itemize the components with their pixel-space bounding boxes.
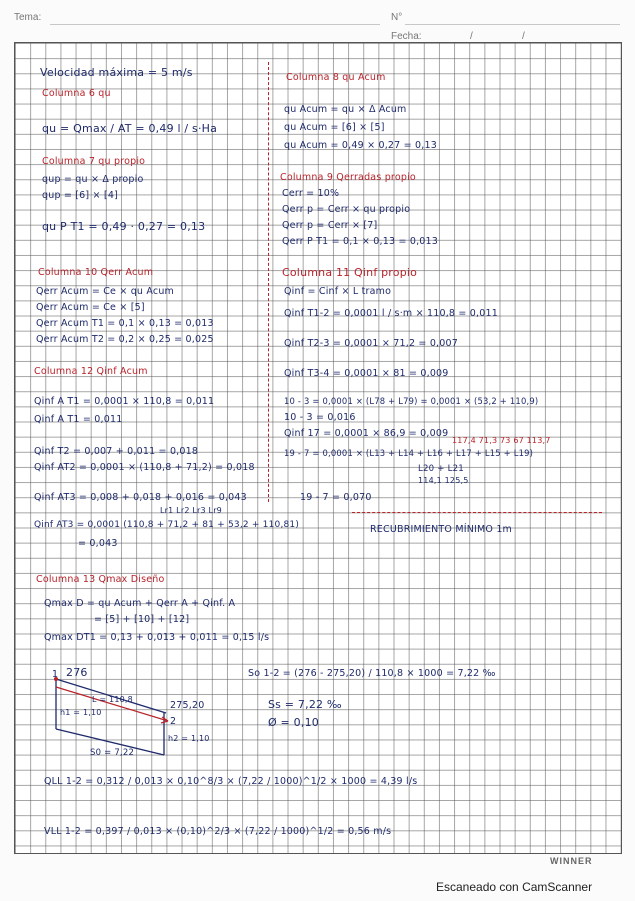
tramo-line-5: 19 - 7 = 0,070 [300,492,372,503]
qinfp-line-3: Qinf T2-3 = 0,0001 × 71,2 = 0,007 [284,338,459,349]
length-label: L = 110,8 [92,695,133,704]
velocidad-maxima: Velocidad máxima = 5 m/s [40,66,193,79]
node-2-label: 2 [170,716,177,727]
qmaxd-line-3: Qmax DT1 = 0,13 + 0,013 + 0,011 = 0,15 l/s [44,632,270,643]
h1-label: h1 = 1,10 [60,708,102,717]
qerr-line-3: Qerr Acum T1 = 0,1 × 0,13 = 0,013 [36,318,214,329]
fecha-separator-2: / [522,31,525,42]
qinf-line-7: = 0,043 [78,538,118,549]
slope-label: S0 = 7,22 [90,748,135,758]
qerr-p-line-2: Qerr p = Cerr × [7] [282,220,378,231]
cerr-line: Cerr = 10% [282,188,340,199]
ss-equation: Ss = 7,22 ‰ [268,698,342,711]
qmaxd-line-1: Qmax D = qu Acum + Qerr A + Qinf. A [44,598,236,609]
col9-title: Columna 9 Qerradas propio [280,172,416,183]
qinf-line-6-labels: Lr1 Lr2 Lr3 Lr9 [160,506,222,515]
qinfp-line-4: Qinf T3-4 = 0,0001 × 81 = 0,009 [284,368,449,379]
numero-label: N° [391,12,403,23]
fecha-label: Fecha: [391,31,422,42]
brand-label: WINNER [550,856,593,866]
qinf-line-5: Qinf AT3 = 0,008 + 0,018 + 0,016 = 0,043 [34,492,247,503]
tema-line [50,24,380,25]
col6-title: Columna 6 qu [42,88,111,99]
col7-title: Columna 7 qu propio [42,156,146,167]
tramo-line-4: 19 - 7 = 0,0001 × (L13 + L14 + L16 + L17 + L15 + L19) [284,448,534,458]
qerr-line-2: Qerr Acum = Ce × [5] [36,302,145,313]
qinf-line-6: Qinf AT3 = 0,0001 (110,8 + 71,2 + 81 + 53,2 + 110,81) [34,520,300,530]
recubrimiento-text: RECUBRIMIENTO MÍNIMO 1m [370,524,513,535]
qu-formula: qu = Qmax / AT = 0,49 l / s·Ha [42,122,218,135]
qup-line-3: qu P T1 = 0,49 · 0,27 = 0,13 [42,220,206,233]
qinfp-line-2: Qinf T1-2 = 0,0001 l / s·m × 110,8 = 0,011 [284,308,498,319]
tramo-line-4-sub: L20 + L21 [418,464,464,474]
qinf-line-4: Qinf AT2 = 0,0001 × (110,8 + 71,2) = 0,018 [34,462,255,473]
qerr-p-line-1: Qerr p = Cerr × qu propio [282,204,411,215]
qacum-line-2: qu Acum = [6] × [5] [284,122,385,133]
cota-1-label: 276 [66,666,88,679]
qinf-line-3: Qinf T2 = 0,007 + 0,011 = 0,018 [34,446,199,457]
node-1-label: 1 [52,669,59,680]
column-divider [268,62,269,502]
diameter-label: Ø = 0,10 [268,716,319,729]
so-equation: So 1-2 = (276 - 275,20) / 110,8 × 1000 = 7,22 ‰ [248,668,496,679]
col12-title: Columna 12 Qinf Acum [34,366,148,377]
recubrimiento-rule [352,512,602,513]
tramo-line-4-top: 117,4 71,3 73 67 113,7 [452,436,551,445]
qacum-line-1: qu Acum = qu × Δ Acum [284,104,407,115]
qerr-line-4: Qerr Acum T2 = 0,2 × 0,25 = 0,025 [36,334,214,345]
v-full-equation: VLL 1-2 = 0,397 / 0,013 × (0,10)^2/3 × (7,22 / 1000)^1/2 = 0,56 m/s [44,826,392,837]
fecha-separator-1: / [470,31,473,42]
qinf-line-1: Qinf A T1 = 0,0001 × 110,8 = 0,011 [34,396,215,407]
qup-line-2: qup = [6] × [4] [42,190,118,201]
qinfp-line-1: Qinf = Cinf × L tramo [284,286,392,297]
tramo-line-3: Qinf 17 = 0,0001 × 86,9 = 0,009 [284,428,449,439]
tramo-line-1: 10 - 3 = 0,0001 × (L78 + L79) = 0,0001 × (53,2 + 110,9) [284,396,539,406]
col10-title: Columna 10 Qerr Acum [38,267,154,278]
tramo-line-2: 10 - 3 = 0,016 [284,412,356,423]
tema-label: Tema: [14,12,42,23]
qinf-line-2: Qinf A T1 = 0,011 [34,414,123,425]
h2-label: h2 = 1,10 [168,734,210,743]
camscanner-footer: Escaneado con CamScanner [436,880,593,894]
qup-line-1: qup = qu × Δ propio [42,174,144,185]
q-full-equation: QLL 1-2 = 0,312 / 0,013 × 0,10^8/3 × (7,22 / 1000)^1/2 × 1000 = 4,39 l/s [44,776,418,787]
qmaxd-line-2: = [5] + [10] + [12] [94,614,190,625]
col13-title: Columna 13 Qmax Diseño [36,574,165,585]
qerr-p-line-3: Qerr P T1 = 0,1 × 0,13 = 0,013 [282,236,439,247]
col8-title: Columna 8 qu Acum [286,72,386,83]
numero-line [405,24,620,25]
tramo-line-4-vals: 114,1 125,5 [418,476,469,485]
qerr-line-1: Qerr Acum = Ce × qu Acum [36,286,174,297]
col11-title: Columna 11 Qinf propio [282,266,418,279]
qacum-line-3: qu Acum = 0,49 × 0,27 = 0,13 [284,140,437,151]
cota-2-label: 275,20 [170,700,205,711]
